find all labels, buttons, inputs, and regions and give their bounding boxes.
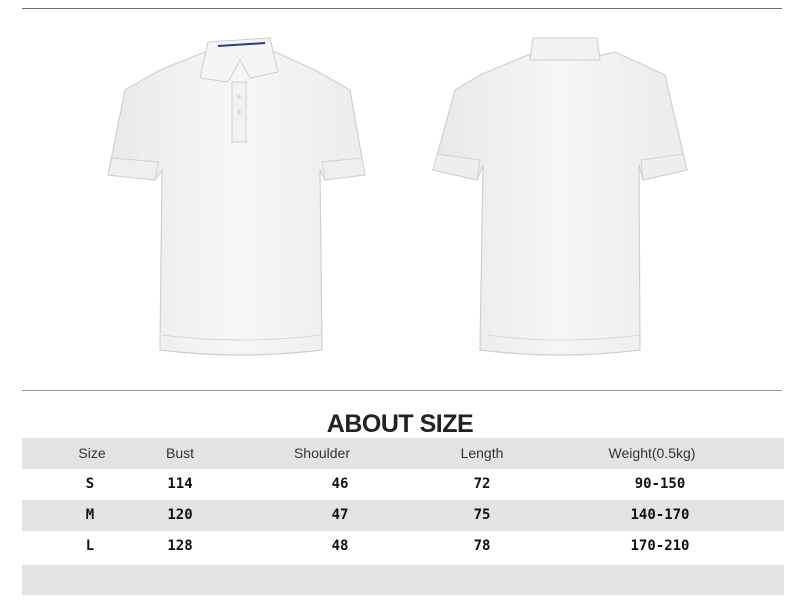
cell-bust: 120 (167, 507, 193, 523)
column-header-weight: Weight(0.5kg) (608, 445, 696, 461)
bottom-band (22, 565, 784, 595)
section-divider (22, 390, 782, 391)
cell-shoulder: 47 (331, 507, 349, 523)
cell-size: S (85, 476, 95, 492)
cell-weight: 90-150 (634, 476, 686, 492)
cell-shoulder: 48 (331, 538, 349, 554)
cell-size: M (85, 507, 95, 523)
section-title: ABOUT SIZE (326, 410, 474, 438)
table-row (22, 469, 784, 500)
table-header-row (22, 438, 784, 469)
table-row (22, 500, 784, 531)
column-header-shoulder: Shoulder (293, 445, 351, 461)
cell-weight: 170-210 (630, 538, 690, 554)
top-divider (22, 8, 782, 9)
cell-bust: 114 (167, 476, 193, 492)
size-table (22, 438, 784, 562)
column-header-size: Size (78, 445, 106, 461)
cell-shoulder: 46 (331, 476, 349, 492)
cell-size: L (85, 538, 95, 554)
column-header-bust: Bust (165, 445, 194, 461)
shirt-back-image (425, 30, 725, 370)
column-header-length: Length (460, 445, 504, 461)
shirt-front-image (100, 30, 400, 370)
table-row (22, 531, 784, 562)
cell-bust: 128 (167, 538, 193, 554)
cell-length: 72 (473, 476, 491, 492)
cell-length: 78 (473, 538, 491, 554)
cell-weight: 140-170 (630, 507, 690, 523)
cell-length: 75 (473, 507, 491, 523)
